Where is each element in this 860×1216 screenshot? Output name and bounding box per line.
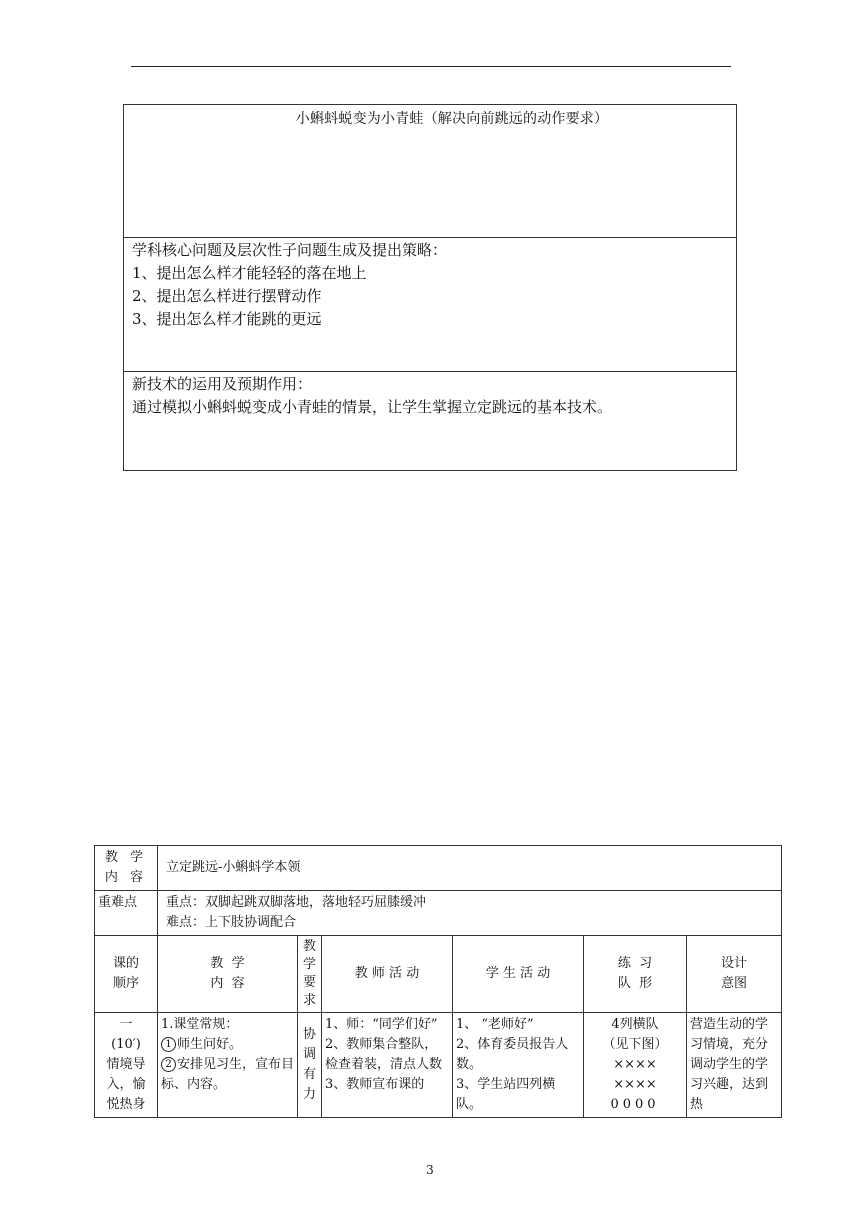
header-order: 课的 顺序 [95,936,158,1013]
core-question-heading: 学科核心问题及层次性子问题生成及提出策略： [132,241,448,259]
order-cell: 一 (10′) 情境导 入，愉 悦热身 [95,1013,158,1118]
table-row [95,891,782,936]
difficulty: 难点：上下肢协调配合 [166,915,297,930]
header-requirement: 教 学 要 求 [298,936,322,1013]
header-formation: 练 习 队 形 [584,936,687,1013]
formation-cell: 4列横队 （见下图） ×××× ×××× 0000 [584,1013,687,1118]
header-intent: 设计 意图 [687,936,782,1013]
question-item: 1、提出怎么样才能轻轻的落在地上 [132,264,367,282]
header-rule [131,66,731,67]
intent-cell: 营造生动的学习情境，充分调动学生的学习兴趣，达到热 [687,1013,782,1118]
formation-row: ×××× [613,1077,657,1092]
circled-number-1: 1 [161,1037,176,1052]
label-cell: 教 学 内 容 [95,846,158,891]
table-row [95,846,782,891]
question-item: 2、提出怎么样进行摆臂动作 [132,287,322,305]
formation-row: 0000 [610,1097,660,1112]
lesson-plan-table [94,845,782,1118]
requirement-cell: 协 调 有 力 [298,1013,322,1118]
header-content: 教 学 内 容 [158,936,298,1013]
teacher-activity-cell: 1、师：“同学们好” 2、教师集合整队，检查着装，清点人数 3、教师宣布课的 [322,1013,453,1118]
table-row [95,1013,782,1118]
label-cell: 重难点 [95,891,158,936]
student-activity-cell: 1、 “老师好” 2、体育委员报告人数。 3、学生站四列横队。 [453,1013,584,1118]
key-point: 重点：双脚起跳双脚落地，落地轻巧屈膝缓冲 [166,895,427,910]
formation-row: ×××× [613,1057,657,1072]
new-tech-text: 通过模拟小蝌蚪蜕变成小青蛙的情景，让学生掌握立定跳远的基本技术。 [132,398,613,416]
circled-number-2: 2 [161,1057,176,1072]
content-cell: 1.课堂常规： 1 师生问好。 2 安排见习生，宣布目标、内容。 [158,1013,298,1118]
core-question-box [123,237,737,372]
table-header-row [95,936,782,1013]
header-student-activity: 学 生 活 动 [453,936,584,1013]
header-teacher-activity: 教 师 活 动 [322,936,453,1013]
new-tech-box [123,371,737,471]
page-number: 3 [426,1163,434,1177]
question-item: 3、提出怎么样才能跳的更远 [132,310,322,328]
key-points-cell [158,891,782,936]
lesson-topic: 立定跳远-小蝌蚪学本领 [158,846,782,891]
section-title-box [123,104,737,238]
new-tech-heading: 新技术的运用及预期作用： [132,375,313,393]
section-title: 小蝌蚪蜕变为小青蛙（解决向前跳远的动作要求） [295,111,609,127]
